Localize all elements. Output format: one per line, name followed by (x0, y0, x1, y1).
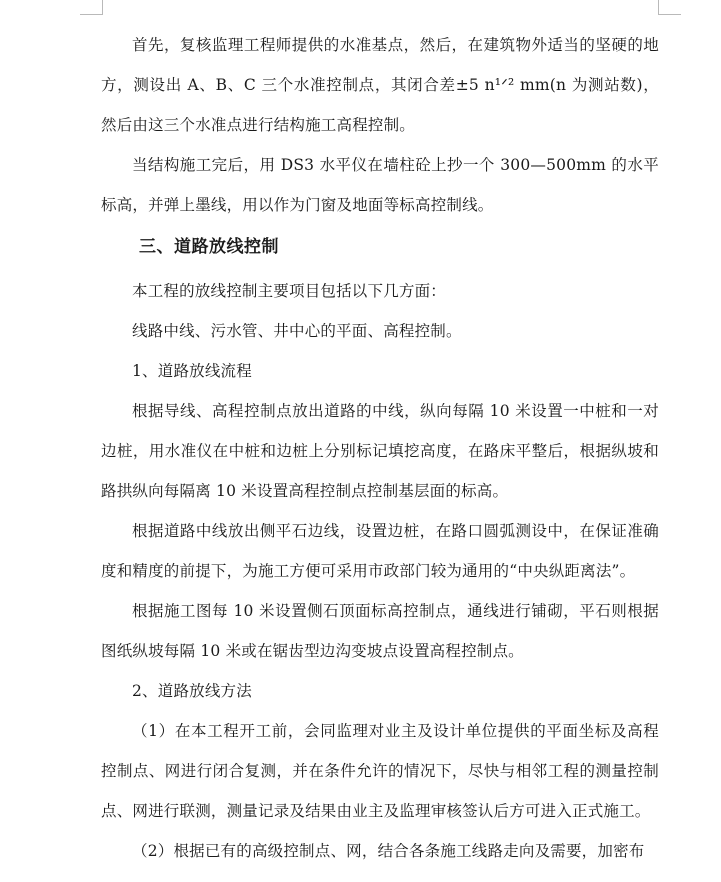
subheading-layout-process: 1、道路放线流程 (132, 362, 252, 380)
paragraph-curb-elevation: 根据施工图每 10 米设置侧石顶面标高控制点，通线进行铺砌，平石则根据图纸纵坡每隔 10 米或在锯齿型边沟变坡点设置高程控制点。 (101, 602, 659, 660)
margin-corner-mark-left (80, 0, 103, 15)
paragraph-centerline-staking: 根据导线、高程控制点放出道路的中线，纵向每隔 10 米设置一中桩和一对边桩，用水准仪在中桩和边桩上分别标记填挖高度，在路床平整后，根据纵坡和路拱纵向每隔离 10 米设置高程控制点控制基层面的标高。 (101, 402, 659, 500)
paragraph-benchmark-check: 首先，复核监理工程师提供的水准基点，然后，在建筑物外适当的坚硬的地方，测设出 A、B、C 三个水准控制点，其闭合差±5 n¹ᐟ² mm(n 为测站数)，然后由这三个水准点进行结构施工高程控制。 (101, 36, 659, 134)
paragraph-curb-edge-line: 根据道路中线放出侧平石边线，设置边桩，在路口圆弧测设中，在保证准确度和精度的前提下，为施工方便可采用市政部门较为通用的“中央纵距离法”。 (101, 522, 659, 580)
document-body (101, 25, 659, 871)
paragraph-scope-intro: 本工程的放线控制主要项目包括以下几方面： (132, 282, 447, 300)
subheading-layout-method: 2、道路放线方法 (132, 682, 252, 700)
section-heading: 三、道路放线控制 (139, 237, 279, 257)
paragraph-method-1: （1）在本工程开工前，会同监理对业主及设计单位提供的平面坐标及高程控制点、网进行闭合复测，并在条件允许的情况下，尽快与相邻工程的测量控制点、网进行联测，测量记录及结果由业主及监理审核签认后方可进入正式施工。 (101, 722, 659, 820)
paragraph-method-2: （2）根据已有的高级控制点、网，结合各条施工线路走向及需要，加密布 (132, 842, 645, 860)
paragraph-scope-items: 线路中线、污水管、井中心的平面、高程控制。 (132, 322, 462, 340)
paragraph-level-marking: 当结构施工完后，用 DS3 水平仪在墙柱砼上抄一个 300—500mm 的水平标高，并弹上墨线，用以作为门窗及地面等标高控制线。 (101, 156, 659, 214)
margin-corner-mark-right (658, 0, 681, 15)
